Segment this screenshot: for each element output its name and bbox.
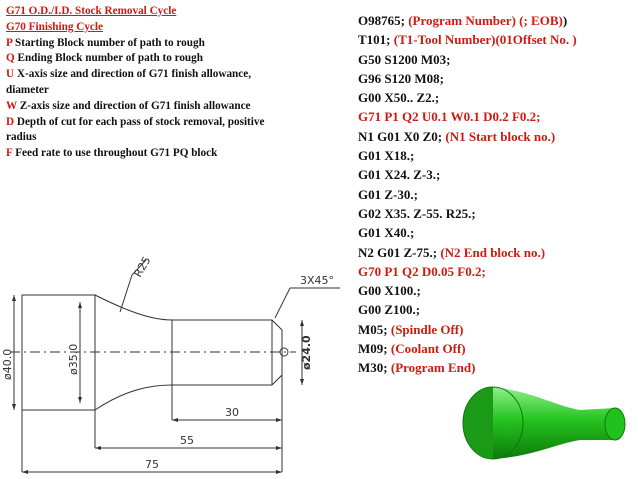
- program-comment: (Program Number) (; EOB): [408, 13, 563, 28]
- program-line: [358, 320, 634, 339]
- chamfer-leader: [275, 288, 290, 318]
- program-comment: (N1 Start block no.): [445, 128, 556, 144]
- radius-leader: [120, 275, 132, 312]
- program-code: M05;: [358, 321, 391, 337]
- program-line: [358, 281, 634, 300]
- note-f: [6, 146, 296, 162]
- dim-30-label: 30: [225, 406, 239, 419]
- program-line: [358, 185, 634, 204]
- cycle-notes: [6, 4, 296, 162]
- program-line: [358, 30, 634, 49]
- program-code: G02 X35. Z-55. R25.;: [358, 205, 476, 221]
- program-code: N1 G01 X0 Z0;: [358, 128, 446, 144]
- note-w: [6, 99, 251, 115]
- program-code: G01 Z-30.;: [358, 186, 418, 202]
- program-comment: G71 P1 Q2 U0.1 W0.1 D0.2 F0.2;: [358, 109, 541, 125]
- note-u: [6, 67, 261, 99]
- program-code: G00 X50.. Z2.;: [358, 90, 440, 106]
- program-code: G00 Z100.;: [358, 302, 421, 318]
- part-drawing: [0, 240, 345, 479]
- program-line: [358, 107, 634, 126]
- note-letter: P: [6, 36, 13, 49]
- program-line: [358, 262, 634, 281]
- note-text: Depth of cut for each pass of stock removal, positive radius: [6, 115, 265, 144]
- note-letter: F: [6, 147, 13, 160]
- program-code: G01 X18.;: [358, 148, 415, 164]
- program-code: O98765;: [358, 13, 409, 28]
- dim-75-label: 75: [145, 458, 159, 471]
- dim-dia35-label: ø35.0: [67, 343, 80, 375]
- program-line: [358, 243, 634, 262]
- program-code: M09;: [358, 341, 391, 357]
- program-line: [358, 88, 634, 107]
- note-d: [6, 115, 291, 147]
- note-letter: Q: [6, 52, 15, 65]
- dim-dia40-label: ø40.0: [1, 348, 14, 380]
- program-code: G00 X100.;: [358, 283, 421, 299]
- program-code: M30;: [358, 360, 391, 376]
- program-line: [358, 358, 634, 377]
- note-letter: W: [6, 99, 17, 112]
- program-tail: ): [562, 13, 568, 28]
- program-code: G50 S1200 M03;: [358, 51, 451, 67]
- g70-title: G70 Finishing Cycle: [6, 20, 103, 33]
- program-comment: (T1-Tool Number)(01Offset No. ): [393, 32, 577, 48]
- g71-title: G71 O.D./I.D. Stock Removal Cycle: [6, 5, 177, 17]
- program-code: T101;: [358, 32, 394, 48]
- program-code: G01 X24. Z-3.;: [358, 167, 441, 183]
- program-line: [358, 127, 634, 146]
- note-letter: D: [6, 115, 15, 128]
- dim-radius-label: R25: [131, 254, 154, 280]
- part-body: [493, 387, 615, 459]
- nc-program: [358, 11, 634, 378]
- program-line: [358, 69, 634, 88]
- program-line: [358, 165, 634, 184]
- program-code: G01 X40.;: [358, 225, 415, 241]
- program-comment: (Coolant Off): [390, 341, 466, 357]
- program-line: [358, 223, 634, 242]
- program-code: G96 S120 M08;: [358, 70, 444, 86]
- program-line: [358, 339, 634, 358]
- program-line: [358, 146, 634, 165]
- program-line: [358, 204, 634, 223]
- note-q: [6, 51, 296, 67]
- note-p: [6, 36, 296, 52]
- note-text: Starting Block number of path to rough: [12, 36, 205, 49]
- note-text: Z-axis size and direction of G71 finish allowance: [17, 99, 251, 112]
- note-text: X-axis size and direction of G71 finish allowance, diameter: [6, 68, 252, 96]
- program-line: [358, 11, 634, 30]
- part-end: [605, 408, 625, 440]
- dim-dia24-label: ø24.0: [300, 335, 313, 370]
- note-text: Feed rate to use throughout G71 PQ block: [12, 147, 218, 160]
- program-comment: (Spindle Off): [390, 321, 464, 337]
- program-comment: (N2 End block no.): [440, 244, 546, 260]
- program-comment: G70 P1 Q2 D0.05 F0.2;: [358, 263, 486, 279]
- program-line: [358, 50, 634, 69]
- dim-55-label: 55: [180, 434, 194, 447]
- dim-chamfer-label: 3X45°: [300, 274, 335, 287]
- program-comment: (Program End): [390, 360, 476, 376]
- part-3d-render: [455, 378, 638, 479]
- note-letter: U: [6, 68, 15, 81]
- program-line: [358, 300, 634, 319]
- note-text: Ending Block number of path to rough: [14, 52, 203, 65]
- program-code: N2 G01 Z-75.;: [358, 244, 441, 260]
